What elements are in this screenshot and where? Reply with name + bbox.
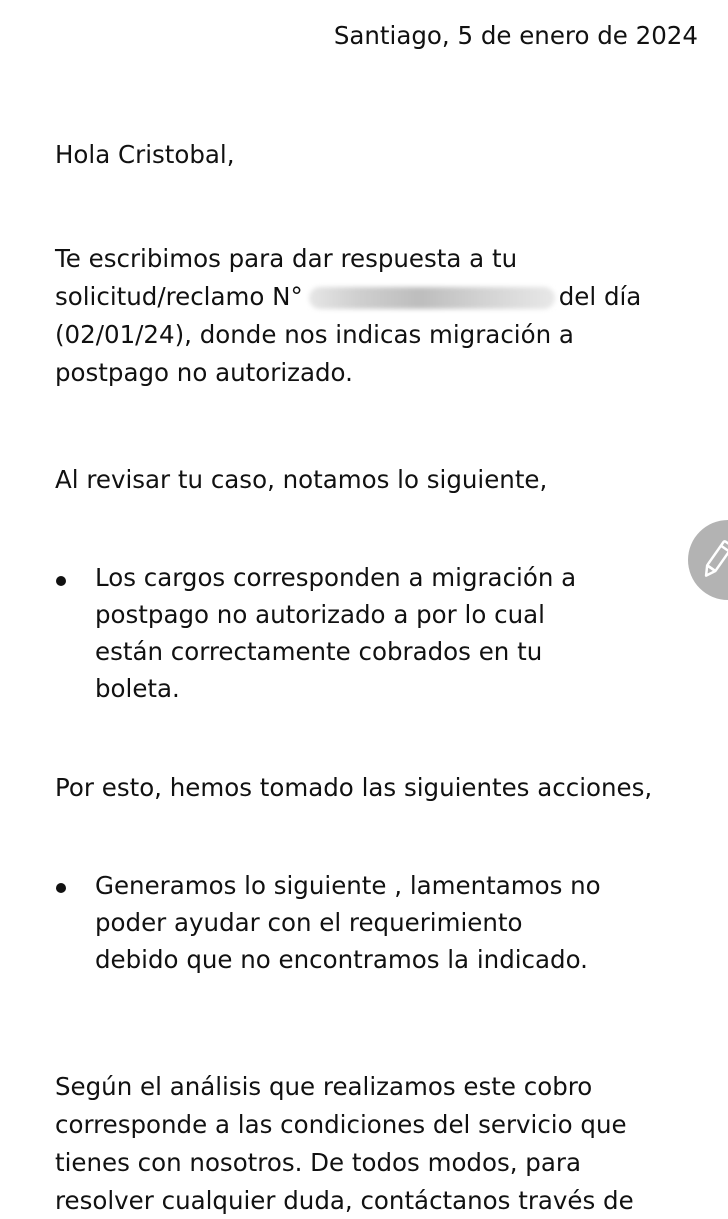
bullet-2-line-1: Generamos lo siguiente , lamentamos no — [95, 871, 601, 900]
intro-line-3: (02/01/24), donde nos indicas migración a — [55, 320, 574, 349]
intro-line-2-start: solicitud/reclamo N° — [55, 282, 303, 311]
bullet-1-line-1: Los cargos corresponden a migración a — [95, 563, 577, 592]
bullet-2-line-3: debido que no encontramos la indicado. — [95, 945, 588, 974]
bullet-2-dot — [56, 883, 66, 893]
review-intro: Al revisar tu caso, notamos lo siguiente, — [55, 465, 548, 494]
intro-line-2 — [55, 279, 641, 315]
closing-line-3: tienes con nosotros. De todos modos, para — [55, 1148, 581, 1177]
closing-line-4: resolver cualquier duda, contáctanos través de — [55, 1186, 634, 1215]
bullet-1-line-4: boleta. — [95, 674, 180, 703]
intro-line-1: Te escribimos para dar respuesta a tu — [55, 244, 518, 273]
letter-date: Santiago, 5 de enero de 2024 — [333, 21, 698, 50]
intro-line-4: postpago no autorizado. — [55, 358, 353, 387]
bullet-1-line-3: están correctamente cobrados en tu — [95, 637, 543, 666]
bullet-2-line-2: poder ayudar con el requerimiento — [95, 908, 523, 937]
pencil-icon — [702, 538, 728, 582]
bullet-1-line-2: postpago no autorizado a por lo cual — [95, 600, 545, 629]
actions-intro: Por esto, hemos tomado las siguientes acciones, — [55, 773, 653, 802]
redacted-claim-number — [309, 287, 555, 309]
closing-line-1: Según el análisis que realizamos este cobro — [55, 1072, 593, 1101]
closing-line-2: corresponde a las condiciones del servicio que — [55, 1110, 627, 1139]
edit-button[interactable] — [688, 520, 728, 600]
intro-line-2-end: del día — [558, 282, 642, 311]
greeting: Hola Cristobal, — [55, 140, 235, 169]
bullet-1-dot — [56, 576, 66, 586]
